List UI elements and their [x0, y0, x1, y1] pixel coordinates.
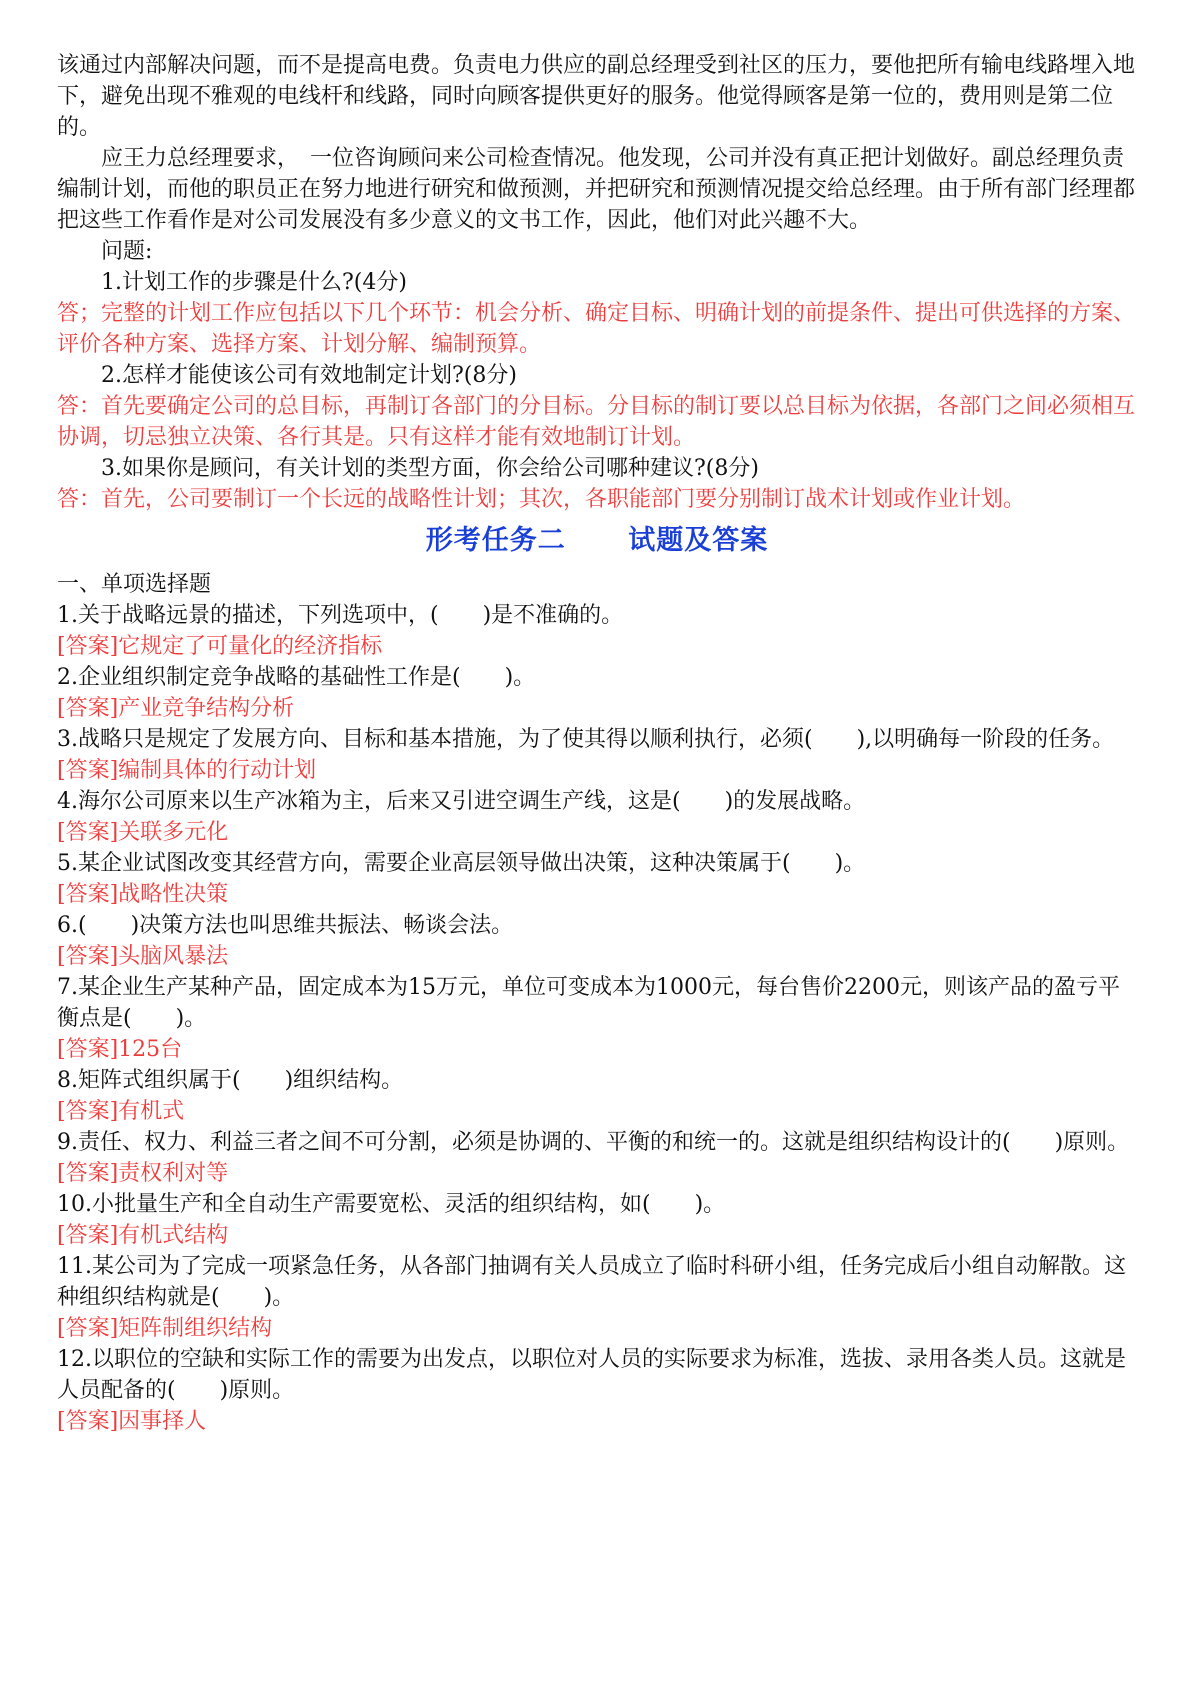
intro-paragraph-1: 该通过内部解决问题，而不是提高电费。负责电力供应的副总经理受到社区的压力，要他把所有输电线路埋入地下，避免出现不雅观的电线杆和线路，同时向顾客提供更好的服务。他觉得顾客是第一位的，费用则是第二位的。	[57, 53, 1136, 140]
answer-item: [答案]责权利对等	[57, 1161, 229, 1186]
question-item: 6.( )决策方法也叫思维共振法、畅谈会法。	[57, 913, 514, 938]
question-list	[57, 600, 1137, 1437]
section-title-gap	[566, 525, 628, 556]
case-question-1: 1.计划工作的步骤是什么?(4分)	[101, 270, 407, 295]
questions-label: 问题:	[101, 239, 153, 264]
answer-item: [答案]因事择人	[57, 1409, 207, 1434]
question-item: 12.以职位的空缺和实际工作的需要为出发点，以职位对人员的实际要求为标准，选拔、录用各类人员。这就是人员配备的( )原则。	[57, 1347, 1126, 1403]
document-page	[57, 50, 1137, 1437]
section-title	[57, 523, 1137, 559]
question-item: 11.某公司为了完成一项紧急任务，从各部门抽调有关人员成立了临时科研小组，任务完成后小组自动解散。这种组织结构就是( )。	[57, 1254, 1126, 1310]
section-title-right: 试题及答案	[628, 525, 769, 556]
question-item: 5.某企业试图改变其经营方向，需要企业高层领导做出决策，这种决策属于( )。	[57, 851, 866, 876]
question-item: 3.战略只是规定了发展方向、目标和基本措施，为了使其得以顺利执行，必须( ),以明确每一阶段的任务。	[57, 727, 1115, 752]
case-answer-2: 答：首先要确定公司的总目标，再制订各部门的分目标。分目标的制订要以总目标为依据，各部门之间必须相互协调，切忌独立决策、各行其是。只有这样才能有效地制订计划。	[57, 394, 1136, 450]
answer-item: [答案]战略性决策	[57, 882, 229, 907]
question-item: 9.责任、权力、利益三者之间不可分割，必须是协调的、平衡的和统一的。这就是组织结构设计的( )原则。	[57, 1130, 1130, 1155]
answer-item: [答案]编制具体的行动计划	[57, 758, 317, 783]
question-item: 10.小批量生产和全自动生产需要宽松、灵活的组织结构，如( )。	[57, 1192, 726, 1217]
case-answer-3: 答：首先，公司要制订一个长远的战略性计划；其次，各职能部门要分别制订战术计划或作业计划。	[57, 487, 1026, 512]
section-title-left: 形考任务二	[425, 525, 566, 556]
question-item: 4.海尔公司原来以生产冰箱为主，后来又引进空调生产线，这是( )的发展战略。	[57, 789, 866, 814]
answer-item: [答案]125台	[57, 1037, 183, 1062]
question-item: 7.某企业生产某种产品，固定成本为15万元，单位可变成本为1000元，每台售价2200元，则该产品的盈亏平衡点是( )。	[57, 975, 1120, 1031]
answer-item: [答案]关联多元化	[57, 820, 229, 845]
answer-item: [答案]有机式结构	[57, 1223, 229, 1248]
answer-item: [答案]产业竞争结构分析	[57, 696, 295, 721]
question-item: 2.企业组织制定竞争战略的基础性工作是( )。	[57, 665, 536, 690]
question-item: 1.关于战略远景的描述，下列选项中，( )是不准确的。	[57, 603, 624, 628]
question-item: 8.矩阵式组织属于( )组织结构。	[57, 1068, 404, 1093]
answer-item: [答案]有机式	[57, 1099, 185, 1124]
case-question-2: 2.怎样才能使该公司有效地制定计划?(8分)	[101, 363, 517, 388]
answer-item: [答案]头脑风暴法	[57, 944, 229, 969]
intro-paragraph-2: 应王力总经理要求， 一位咨询顾问来公司检查情况。他发现，公司并没有真正把计划做好。副总经理负责编制计划，而他的职员正在努力地进行研究和做预测，并把研究和预测情况提交给总经理。由于所有部门经理都把这些工作看作是对公司发展没有多少意义的文书工作，因此，他们对此兴趣不大。	[57, 146, 1136, 233]
section-subheading: 一、单项选择题	[57, 572, 212, 597]
case-question-3: 3.如果你是顾问，有关计划的类型方面，你会给公司哪种建议?(8分)	[101, 456, 759, 481]
answer-item: [答案]它规定了可量化的经济指标	[57, 634, 383, 659]
answer-item: [答案]矩阵制组织结构	[57, 1316, 273, 1341]
case-answer-1: 答；完整的计划工作应包括以下几个环节：机会分析、确定目标、明确计划的前提条件、提出可供选择的方案、评价各种方案、选择方案、计划分解、编制预算。	[57, 301, 1136, 357]
